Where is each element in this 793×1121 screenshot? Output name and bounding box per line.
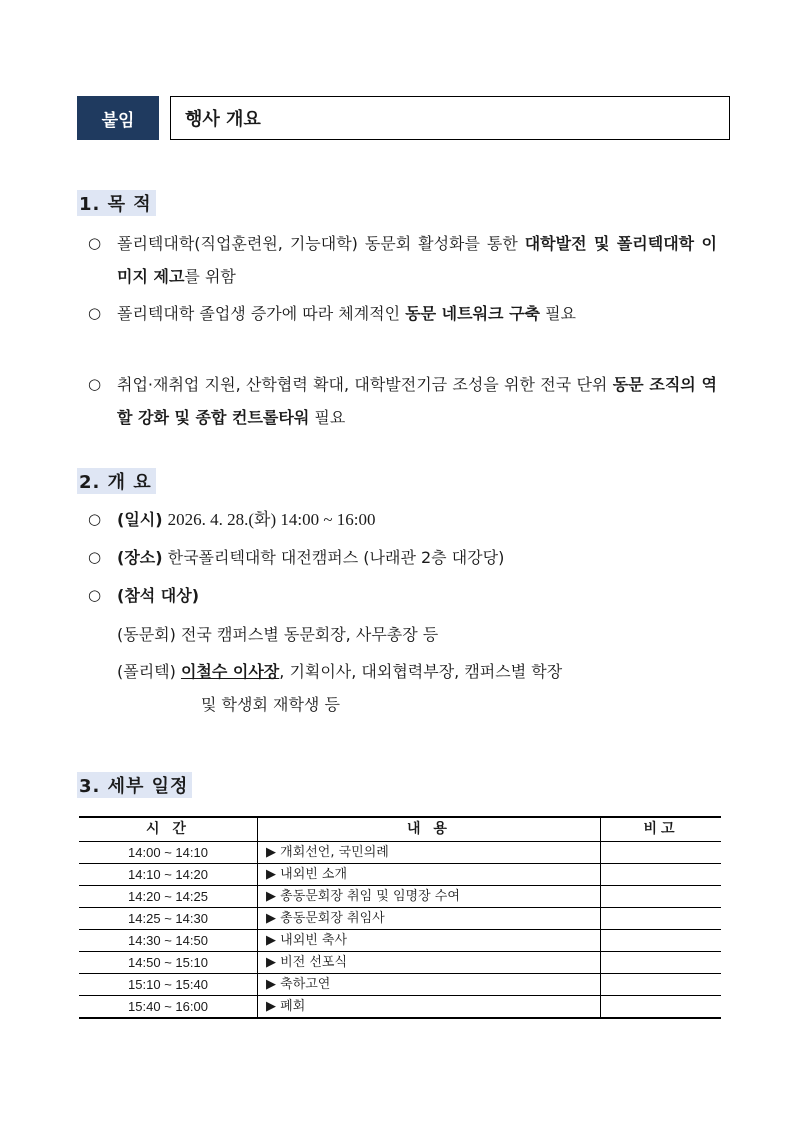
bullet-circle: ○ (88, 548, 102, 566)
date-label: (일시) (117, 510, 163, 529)
content-cell: ▶ 개회선언, 국민의례 (258, 842, 601, 864)
note-cell (601, 886, 722, 908)
note-cell (601, 842, 722, 864)
time-cell: 14:25 ~ 14:30 (79, 908, 258, 930)
content-cell: ▶ 총동문회장 취임 및 임명장 수여 (258, 886, 601, 908)
attendees-polytech (117, 655, 562, 688)
table-row (79, 864, 721, 886)
content-cell: ▶ 내외빈 축사 (258, 930, 601, 952)
alumni-value: 전국 캠퍼스별 동문회장, 사무총장 등 (180, 625, 439, 644)
overview-date (88, 503, 717, 536)
bullet-circle: ○ (88, 510, 102, 528)
table-row (79, 886, 721, 908)
section-heading-schedule: 3. 세부 일정 (77, 772, 192, 798)
text: 폴리텍대학(직업훈련원, 기능대학) 동문회 활성화를 통한 (117, 234, 525, 253)
column-header-time: 시 간 (79, 817, 258, 842)
emphasis: 대학발전 및 폴리텍대학 이미지 제고 (117, 234, 717, 286)
bullet-circle: ○ (88, 234, 102, 252)
document-title: 행사 개요 (170, 96, 730, 140)
time-cell: 14:20 ~ 14:25 (79, 886, 258, 908)
table-header-row (79, 817, 721, 842)
overview-place (88, 541, 717, 574)
time-cell: 15:10 ~ 15:40 (79, 974, 258, 996)
text: 필요 (309, 408, 346, 427)
schedule-table (79, 816, 721, 1019)
column-header-note: 비고 (601, 817, 722, 842)
purpose-item-3 (88, 368, 717, 434)
section-heading-overview: 2. 개 요 (77, 468, 156, 494)
place-label: (장소) (117, 548, 163, 567)
table-row (79, 842, 721, 864)
content-cell: ▶ 총동문회장 취임사 (258, 908, 601, 930)
table-row (79, 930, 721, 952)
polytech-label: (폴리텍) (117, 662, 176, 681)
bullet-circle: ○ (88, 304, 102, 322)
attachment-tag: 붙임 (77, 96, 159, 140)
table-row (79, 908, 721, 930)
purpose-item-2 (88, 297, 717, 330)
time-cell: 14:10 ~ 14:20 (79, 864, 258, 886)
place-value: 한국폴리텍대학 대전캠퍼스 (나래관 2층 대강당) (167, 548, 505, 567)
content-cell: ▶ 폐회 (258, 996, 601, 1019)
polytech-rest: , 기획이사, 대외협력부장, 캠퍼스별 학장 (279, 662, 563, 681)
overview-attendees (88, 579, 717, 612)
table-row (79, 974, 721, 996)
note-cell (601, 952, 722, 974)
attendees-polytech-cont: 및 학생회 재학생 등 (201, 695, 340, 714)
purpose-item-1 (88, 227, 717, 293)
note-cell (601, 930, 722, 952)
text: 필요 (539, 304, 576, 323)
text: 를 위함 (184, 267, 236, 286)
table-row (79, 996, 721, 1019)
attendees-alumni (117, 618, 438, 651)
section-heading-purpose: 1. 목 적 (77, 190, 156, 216)
note-cell (601, 908, 722, 930)
note-cell (601, 974, 722, 996)
emphasis: 동문 조직의 역할 강화 및 종합 컨트롤타워 (117, 375, 717, 427)
content-cell: ▶ 비전 선포식 (258, 952, 601, 974)
attendees-label: (참석 대상) (117, 586, 200, 605)
note-cell (601, 864, 722, 886)
alumni-label: (동문회) (117, 625, 176, 644)
text: 취업·재취업 지원, 산학협력 확대, 대학발전기금 조성을 위한 전국 단위 (117, 375, 613, 394)
time-cell: 14:00 ~ 14:10 (79, 842, 258, 864)
emphasis: 동문 네트워크 구축 (405, 304, 540, 323)
time-cell: 14:50 ~ 15:10 (79, 952, 258, 974)
time-cell: 15:40 ~ 16:00 (79, 996, 258, 1019)
text: 폴리텍대학 졸업생 증가에 따라 체계적인 (117, 304, 406, 323)
column-header-content: 내 용 (258, 817, 601, 842)
content-cell: ▶ 축하고연 (258, 974, 601, 996)
note-cell (601, 996, 722, 1019)
table-row (79, 952, 721, 974)
date-value: 2026. 4. 28.(화) 14:00 ~ 16:00 (167, 510, 376, 529)
bullet-circle: ○ (88, 375, 102, 393)
polytech-chairman: 이철수 이사장 (180, 662, 280, 681)
content-cell: ▶ 내외빈 소개 (258, 864, 601, 886)
bullet-circle: ○ (88, 586, 102, 604)
time-cell: 14:30 ~ 14:50 (79, 930, 258, 952)
